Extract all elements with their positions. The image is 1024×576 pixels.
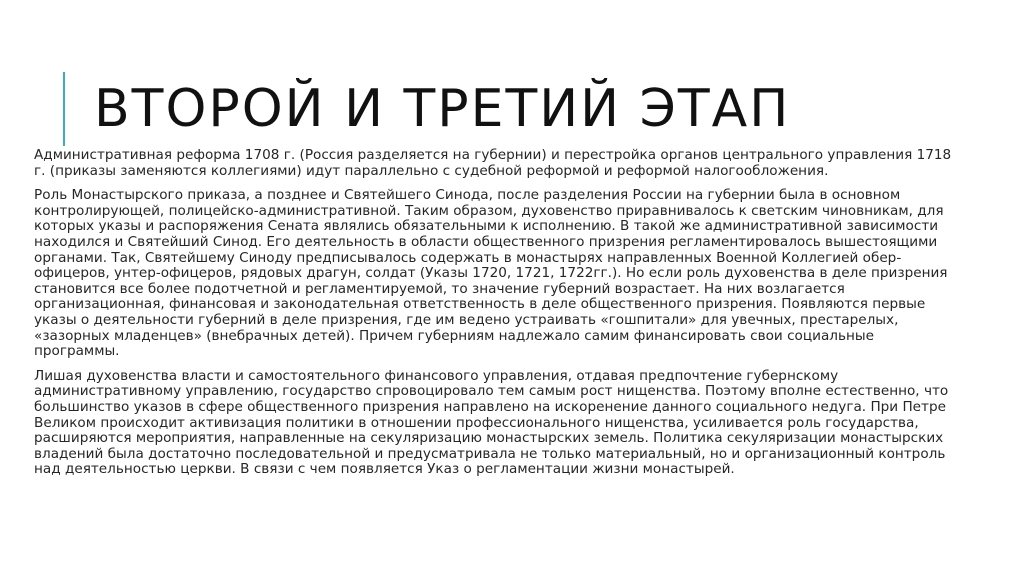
- slide-body: [34, 148, 959, 487]
- slide-title: ВТОРОЙ И ТРЕТИЙ ЭТАП: [94, 79, 791, 139]
- title-accent-bar: [63, 72, 65, 146]
- paragraph-3: Лишая духовенства власти и самостоятельного финансового управления, отдавая предпочтение губернскому административному управлению, государство спровоцировало тем самым рост нищенства. Поэтому вполне естественно, что большинство указов в сфере общественного призрения направлено на искоренение данного социального недуга. При Петре Великом происходит активизация политики в отношении профессионального нищенства, усиливается роль государства, расширяются мероприятия, направленные на секуляризацию монастырских земель. Политика секуляризации монастырских владений была достаточно последовательной и предусматривала не только материальный, но и организационный контроль над деятельностью церкви. В связи с чем появляется Указ о регламентации жизни монастырей.: [34, 367, 949, 478]
- paragraph-2: Роль Монастырского приказа, а позднее и Святейшего Синода, после разделения России на губернии была в основном контролирующей, полицейско-административной. Таким образом, духовенство приравнивалось к светским чиновникам, для которых указы и распоряжения Сената являлись обязательными к исполнению. В такой же административной зависимости находился и Святейший Синод. Его деятельность в области общественного призрения регламентировалось вышестоящими органами. Так, Святейшему Синоду предписывалось содержать в монастырях направленных Военной Коллегией обер-офицеров, унтер-офицеров, рядовых драгун, солдат (Указы 1720, 1721, 1722гг.). Но если роль духовенства в деле призрения становится все более подотчетной и регламентируемой, то значение губерний возрастает. На них возлагается организационная, финансовая и законодательная ответственность в деле общественного призрения. Появляются первые указы о деятельности губерний в деле призрения, где им ведено устраивать «гошпитали» для увечных, престарелых, «зазорных младенцев» (внебрачных детей). Причем губерниям надлежало самим финансировать свои социальные программы.: [34, 187, 948, 360]
- paragraph-1: Административная реформа 1708 г. (Россия разделяется на губернии) и перестройка органов центрального управления 1718 г. (приказы заменяются коллегиями) идут параллельно с судебной реформой и реформой налогообложения.: [34, 147, 952, 179]
